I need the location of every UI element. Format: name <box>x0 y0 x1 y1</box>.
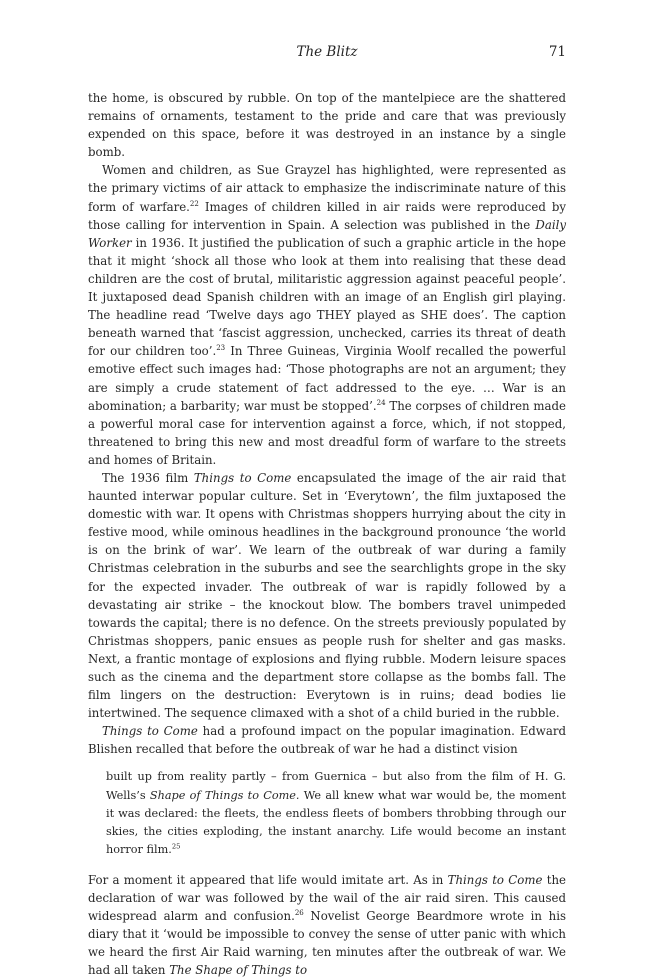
body-text <box>88 89 566 980</box>
italic-title-shape-of-things: Shape of Things to Come. <box>149 788 300 802</box>
page-header <box>88 44 566 64</box>
italic-title-things-to-come: Things to Come <box>193 470 292 485</box>
paragraph-things-to-come-film <box>88 469 566 722</box>
text-run: Women and children, as Sue Grayzel has highlighted, were represented as the primary victims of air attack to emphasize the indiscriminate nature of this form of warfare. <box>88 163 566 214</box>
paragraph-life-imitates-art <box>88 871 566 980</box>
text-run: The corpses of children made a powerful moral case for intervention against a force, which, if not stopped, threatened to bring this new and most dreadful form of warfare to the streets and homes of Britain. <box>88 398 566 467</box>
block-quote-blishen <box>106 768 566 858</box>
paragraph-continuation <box>88 89 566 161</box>
italic-title-things-to-come: Things to Come <box>102 724 198 739</box>
text-run: In Three Guineas, Virginia Woolf recalled the powerful emotive effect such images had: ‘Those photographs are not an argument; they are simply a crude statement of fact addressed to the eye. … War is an abomination; a barbarity; war must be stopped’. <box>88 344 567 413</box>
paragraph-women-children <box>88 161 566 469</box>
page-number: 71 <box>548 44 566 60</box>
footnote-ref-25[interactable]: 25 <box>171 842 181 851</box>
text-run: in 1936. It justified the publication of such a graphic article in the hope that it might ‘shock all those who look at them into realising that these dead children are the cost of brutal, militaristic aggression against peaceful people’. It juxtaposed dead Spanish children with an image of an English girl playing. The headline read ‘Twelve days ago THEY played as SHE does’. The caption beneath warned that ‘fascist aggression, unchecked, carries its threat of death for our children too’. <box>88 235 566 359</box>
text-run: the declaration of war was followed by the wail of the air raid siren. This caused widespread alarm and confusion. <box>88 872 566 924</box>
running-title: The Blitz <box>296 44 358 60</box>
text-run: Images of children killed in air raids were reproduced by those calling for intervention in Spain. A selection was published in the <box>88 199 566 232</box>
italic-title-things-to-come: Things to Come <box>447 872 543 887</box>
text-run: We all knew what war would be, the moment it was declared: the fleets, the endless fleets of bombers throbbing through our skies, the cities exploding, the instant anarchy. Life would become an instant horror film. <box>106 788 567 856</box>
paragraph-blishen-intro <box>88 722 566 758</box>
footnote-ref-23[interactable]: 23 <box>216 343 226 353</box>
text-run: built up from reality partly – from Guernica – but also from the film of H. G. Wells’s <box>106 770 566 802</box>
footnote-ref-26[interactable]: 26 <box>294 908 304 918</box>
italic-title-shape-of-things: The Shape of Things to <box>169 963 308 978</box>
text-run: had a profound impact on the popular imagination. Edward Blishen recalled that before the outbreak of war he had a distinct vision <box>88 724 566 757</box>
text-run: encapsulated the image of the air raid that haunted interwar popular culture. Set in ‘Everytown’, the film juxtaposed the domestic with war. It opens with Christmas shoppers hurrying about the city in festive mood, while ominous headlines in the background pronounce ‘the world is on the brink of war’. We learn of the outbreak of war during a family Christmas celebration in the suburbs and see the searchlights grope in the sky for the expected invader. The outbreak of war is rapidly followed by a devastating air strike – the knockout blow. The bombers travel unimpeded towards the capital; there is no defence. On the streets previously populated by Christmas shoppers, panic ensues as people rush for shelter and gas masks. Next, a frantic montage of explosions and flying rubble. Modern leisure spaces such as the cinema and the department store collapse as the bombs fall. The film lingers on the destruction: Everytown is in ruins; dead bodies lie intertwined. The sequence climaxed with a shot of a child buried in the rubble. <box>88 470 566 721</box>
italic-title-daily-worker: Daily Worker <box>88 217 566 250</box>
text-run: Novelist George Beardmore wrote in his diary that it ‘would be impossible to convey the sense of utter panic with which we heard the first Air Raid warning, ten minutes after the outbreak of war. We had all taken <box>88 909 566 978</box>
text-run: the home, is obscured by rubble. On top of the mantelpiece are the shattered remains of ornaments, testament to the pride and care that was previously expended on this space, before it was destroyed in an instance by a single bomb. <box>88 91 566 160</box>
text-run: For a moment it appeared that life would imitate art. As in <box>88 872 448 887</box>
footnote-ref-24[interactable]: 24 <box>376 397 386 407</box>
text-run: The 1936 film <box>102 470 194 485</box>
footnote-ref-22[interactable]: 22 <box>189 198 199 208</box>
